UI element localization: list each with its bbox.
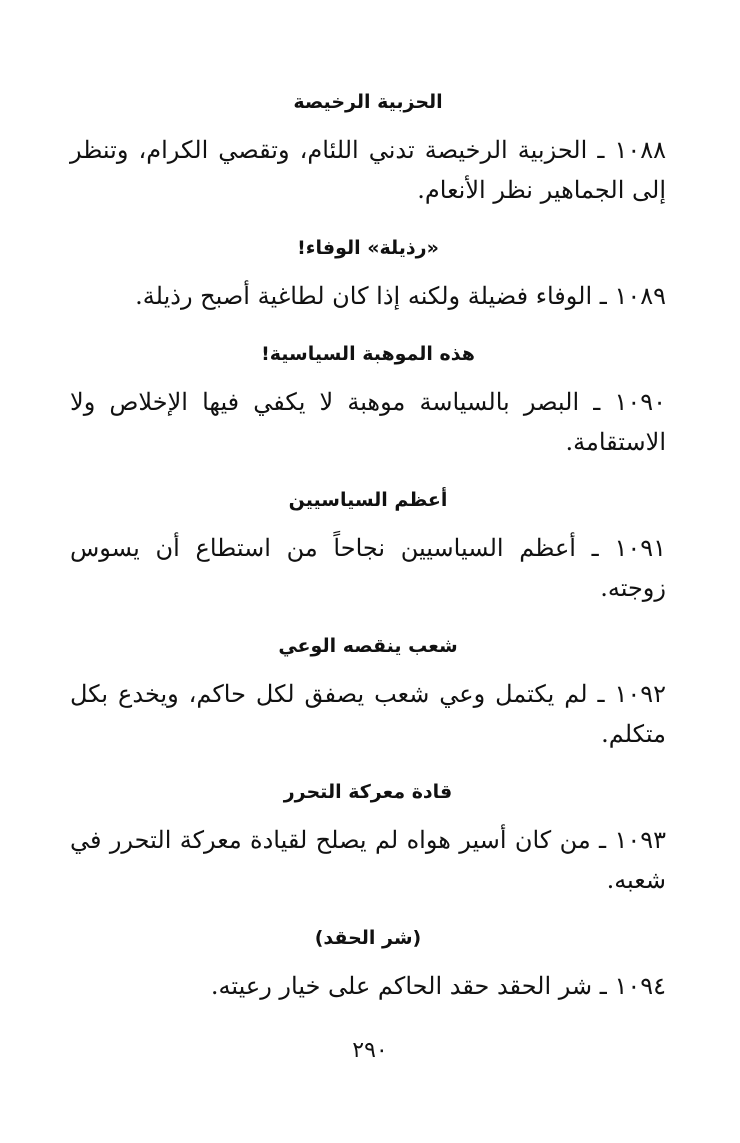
section-6 (70, 772, 666, 918)
section-5 (70, 626, 666, 772)
aphorism-entry: ١٠٨٩ ـ الوفاء فضيلة ولكنه إذا كان لطاغية أصبح رذيلة. (135, 282, 666, 310)
section-heading: أعظم السياسيين (288, 489, 448, 511)
section-7 (70, 918, 666, 1006)
section-3 (70, 334, 666, 480)
page-content (70, 82, 666, 1006)
page-number: ٢٩٠ (352, 1038, 388, 1063)
section-heading: (شر الحقد) (314, 927, 422, 949)
aphorism-entry: ١٠٩٣ ـ من كان أسير هواه لم يصلح لقيادة معركة التحرر في شعبه. (70, 826, 666, 894)
aphorism-entry: ١٠٨٨ ـ الحزبية الرخيصة تدني اللئام، وتقصي الكرام، وتنظر إلى الجماهير نظر الأنعام. (70, 136, 666, 204)
aphorism-entry: ١٠٩٢ ـ لم يكتمل وعي شعب يصفق لكل حاكم، ويخدع بكل متكلم. (70, 680, 666, 748)
section-4 (70, 480, 666, 626)
section-2 (70, 228, 666, 334)
section-heading: الحزبية الرخيصة (293, 91, 443, 113)
section-heading: قادة معركة التحرر (283, 781, 453, 803)
aphorism-entry: ١٠٩١ ـ أعظم السياسيين نجاحاً من استطاع أن يسوس زوجته. (70, 534, 666, 602)
aphorism-entry: ١٠٩٠ ـ البصر بالسياسة موهبة لا يكفي فيها الإخلاص ولا الاستقامة. (70, 388, 666, 456)
section-heading: شعب ينقصه الوعي (278, 635, 458, 657)
section-heading: هذه الموهبة السياسية! (261, 343, 475, 365)
aphorism-entry: ١٠٩٤ ـ شر الحقد حقد الحاكم على خيار رعيته. (210, 972, 666, 1000)
section-1 (70, 82, 666, 228)
section-heading: «رذيلة» الوفاء! (297, 237, 439, 259)
